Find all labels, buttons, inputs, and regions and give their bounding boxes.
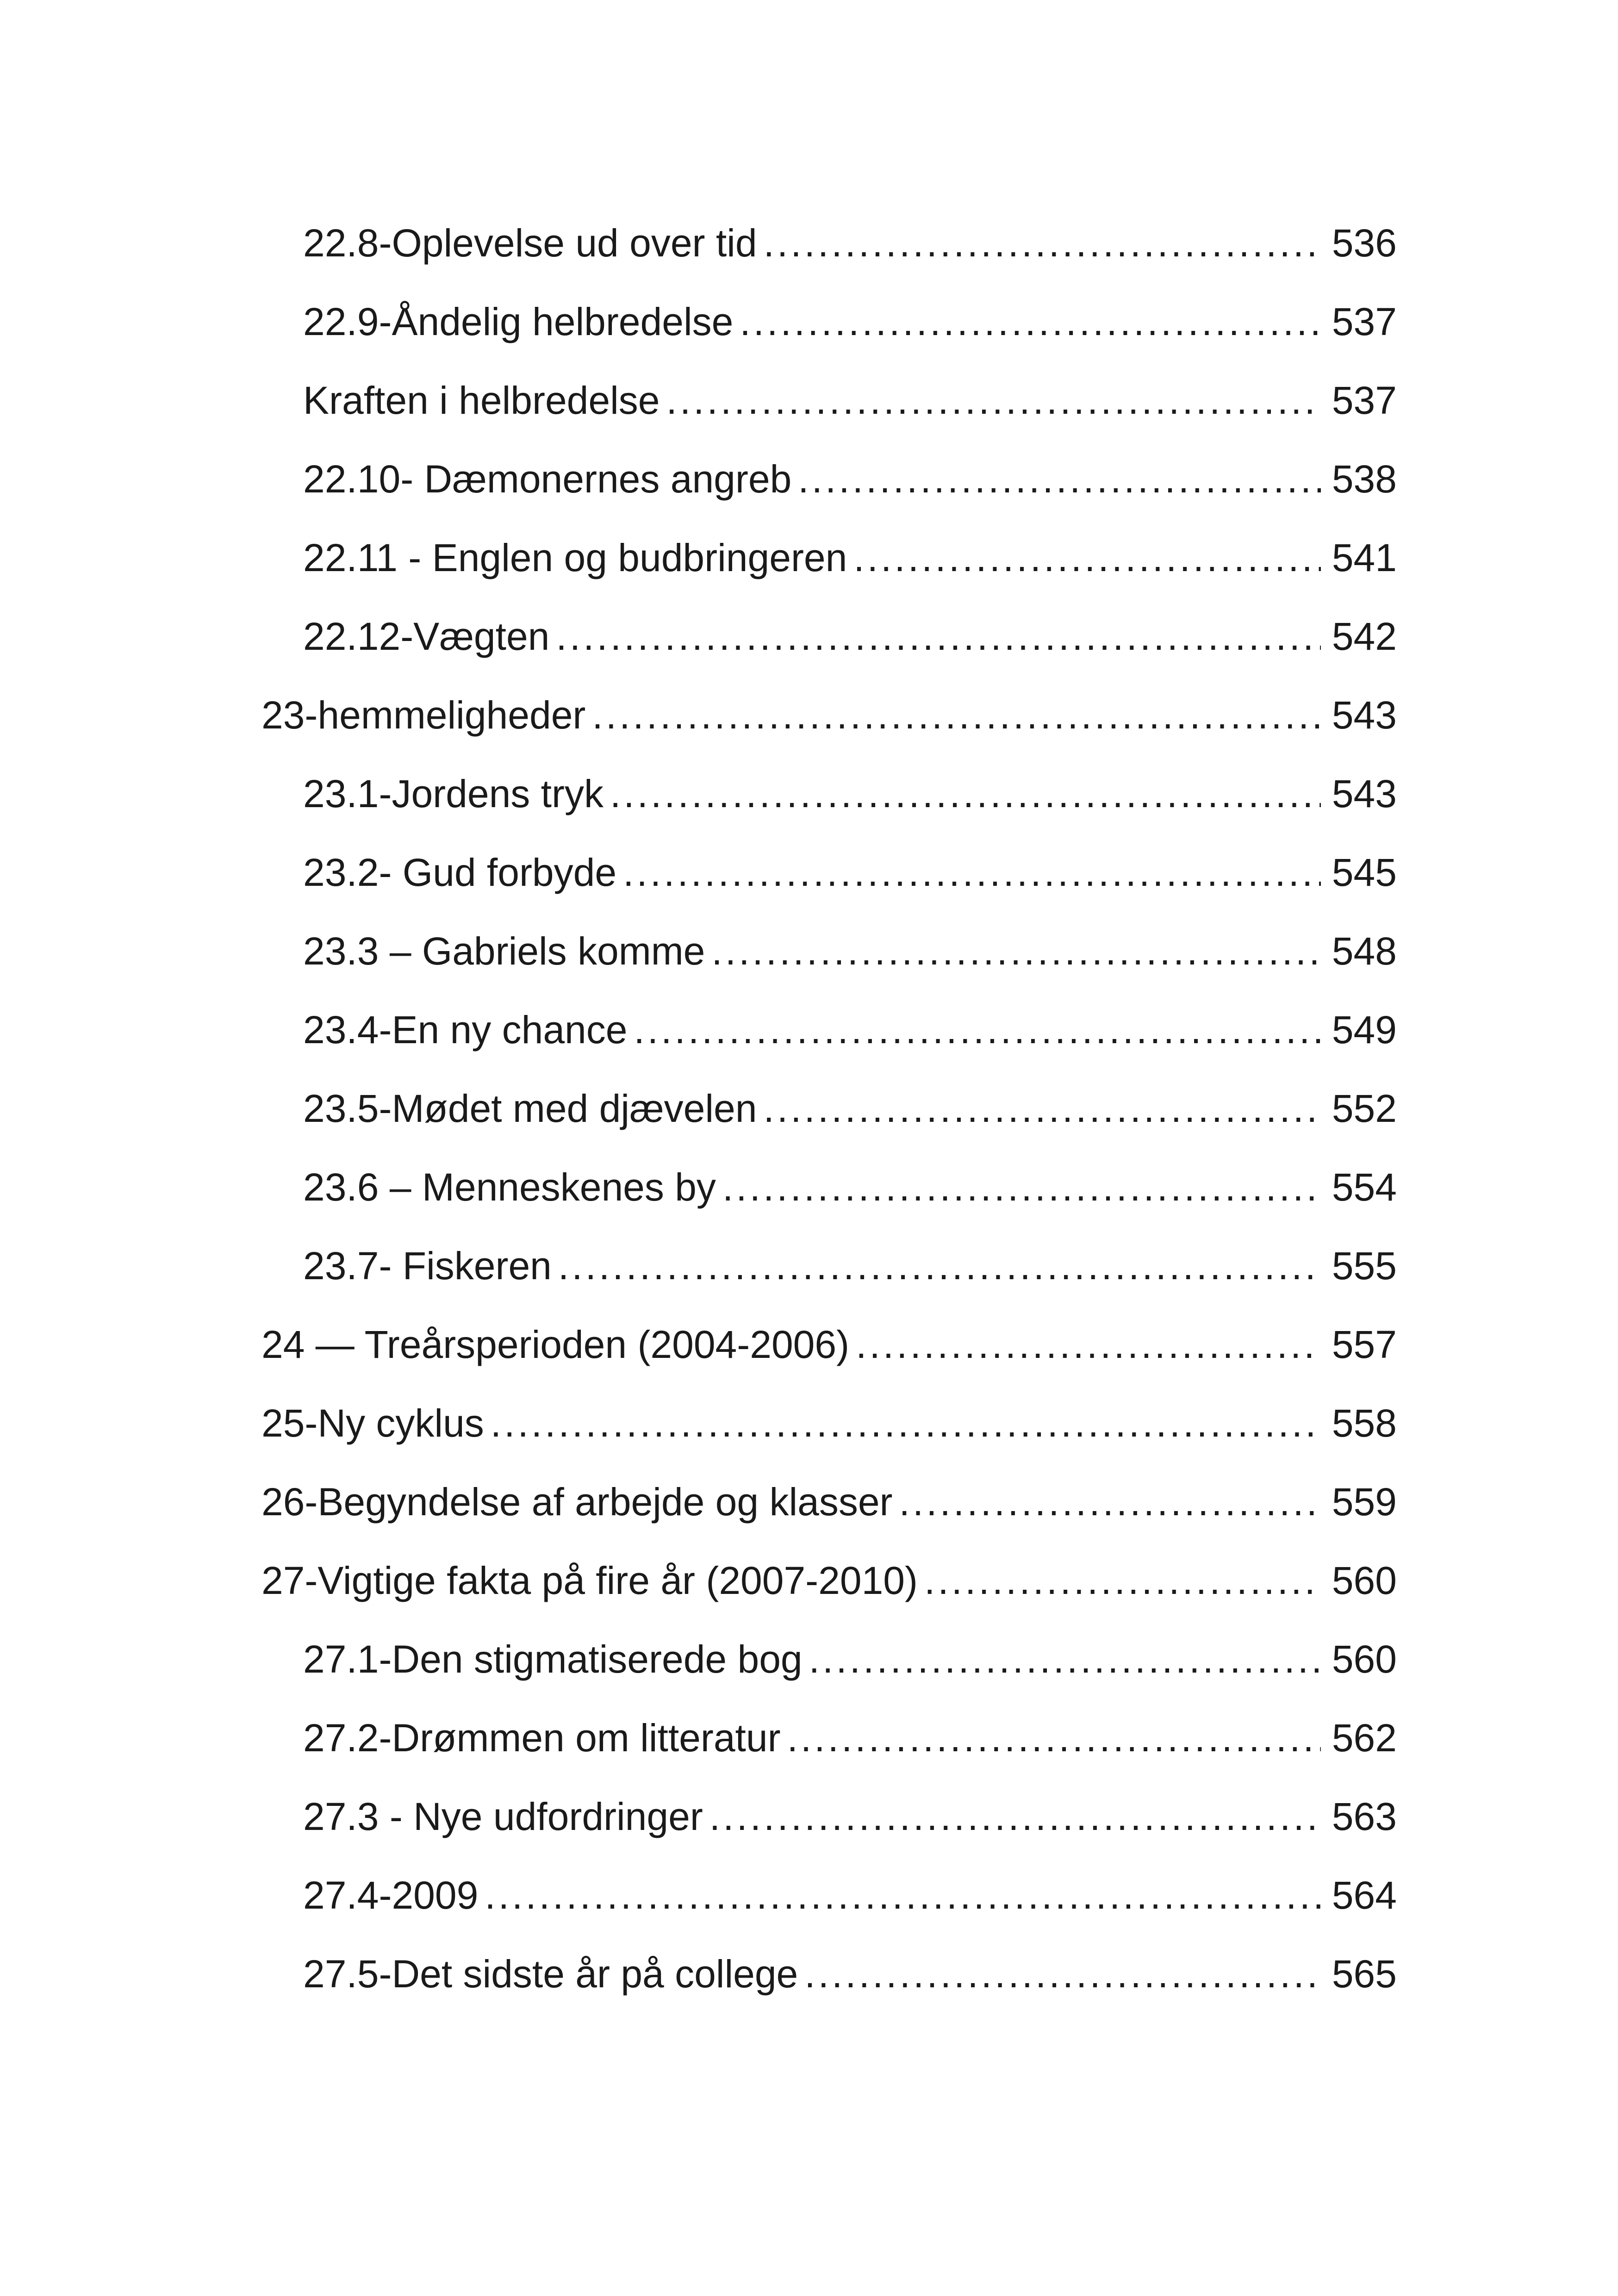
toc-entry-page: 563 (1332, 1795, 1397, 1838)
toc-entry-page: 548 (1332, 929, 1397, 973)
toc-entry[interactable] (0, 754, 1618, 833)
dot-leader (558, 1246, 1321, 1285)
toc-entry[interactable] (0, 1384, 1618, 1462)
toc-entry-page: 557 (1332, 1323, 1397, 1366)
toc-entry[interactable] (0, 282, 1618, 361)
toc-entry[interactable] (0, 912, 1618, 990)
toc-entry-page: 537 (1332, 379, 1397, 422)
toc-entry[interactable] (0, 1699, 1618, 1777)
dot-leader (763, 1089, 1321, 1128)
dot-leader (556, 617, 1321, 656)
toc-entry-title: 23.2- Gud forbyde (303, 851, 617, 894)
toc-entry-title: 27.5-Det sidste år på college (303, 1952, 798, 1996)
toc-entry-page: 565 (1332, 1952, 1397, 1996)
dot-leader (899, 1482, 1321, 1521)
toc-entry[interactable] (0, 1305, 1618, 1384)
toc-entry[interactable] (0, 1069, 1618, 1148)
toc-entry[interactable] (0, 1856, 1618, 1935)
toc-entry-page: 543 (1332, 693, 1397, 737)
toc-entry-title: 23.4-En ny chance (303, 1008, 628, 1052)
toc-entry-page: 543 (1332, 772, 1397, 815)
dot-leader (809, 1640, 1321, 1679)
table-of-contents (0, 204, 1618, 2013)
toc-entry-title: 22.11 - Englen og budbringeren (303, 536, 847, 579)
dot-leader (709, 1797, 1321, 1836)
toc-entry[interactable] (0, 990, 1618, 1069)
toc-entry[interactable] (0, 518, 1618, 597)
dot-leader (856, 1325, 1321, 1364)
toc-entry-title: 23-hemmeligheder (261, 693, 586, 737)
dot-leader (740, 302, 1321, 341)
toc-entry-page: 558 (1332, 1401, 1397, 1445)
toc-entry[interactable] (0, 676, 1618, 754)
toc-entry-title: 27.4-2009 (303, 1873, 479, 1917)
toc-entry-page: 560 (1332, 1559, 1397, 1602)
dot-leader (623, 853, 1321, 892)
toc-entry-title: 26-Begyndelse af arbejde og klasser (261, 1480, 893, 1524)
dot-leader (722, 1168, 1321, 1207)
toc-entry[interactable] (0, 1226, 1618, 1305)
toc-entry-title: 27.1-Den stigmatiserede bog (303, 1637, 803, 1681)
toc-entry[interactable] (0, 1777, 1618, 1856)
toc-entry-title: 23.5-Mødet med djævelen (303, 1087, 757, 1130)
toc-entry-title: 23.7- Fiskeren (303, 1244, 552, 1288)
toc-entry[interactable] (0, 1148, 1618, 1226)
toc-entry-page: 549 (1332, 1008, 1397, 1052)
toc-entry-page: 564 (1332, 1873, 1397, 1917)
dot-leader (592, 696, 1321, 734)
toc-entry-title: 27-Vigtige fakta på fire år (2007-2010) (261, 1559, 918, 1602)
dot-leader (853, 538, 1321, 577)
toc-entry-title: 23.6 – Menneskenes by (303, 1165, 716, 1209)
toc-entry-page: 545 (1332, 851, 1397, 894)
toc-entry[interactable] (0, 1541, 1618, 1620)
toc-entry-page: 552 (1332, 1087, 1397, 1130)
dot-leader (491, 1404, 1321, 1443)
toc-entry[interactable] (0, 1462, 1618, 1541)
toc-entry-page: 559 (1332, 1480, 1397, 1524)
dot-leader (666, 381, 1321, 420)
toc-entry-page: 562 (1332, 1716, 1397, 1760)
toc-entry[interactable] (0, 833, 1618, 912)
toc-entry-page: 542 (1332, 615, 1397, 658)
dot-leader (798, 460, 1321, 498)
dot-leader (711, 932, 1321, 971)
toc-entry-title: 25-Ny cyklus (261, 1401, 484, 1445)
toc-entry-title: 23.3 – Gabriels komme (303, 929, 705, 973)
toc-entry-title: 22.8-Oplevelse ud over tid (303, 221, 757, 265)
toc-entry-title: 27.2-Drømmen om litteratur (303, 1716, 781, 1760)
toc-entry-title: Kraften i helbredelse (303, 379, 660, 422)
toc-entry-title: 22.9-Åndelig helbredelse (303, 300, 734, 343)
toc-entry[interactable] (0, 1620, 1618, 1699)
toc-entry-page: 554 (1332, 1165, 1397, 1209)
dot-leader (804, 1954, 1321, 1993)
dot-leader (634, 1010, 1321, 1049)
toc-entry-title: 24 — Treårsperioden (2004-2006) (261, 1323, 850, 1366)
dot-leader (764, 224, 1321, 262)
dot-leader (610, 774, 1321, 813)
toc-entry-title: 22.10- Dæmonernes angreb (303, 457, 792, 501)
toc-entry-page: 555 (1332, 1244, 1397, 1288)
toc-entry-title: 27.3 - Nye udfordringer (303, 1795, 703, 1838)
toc-entry[interactable] (0, 1935, 1618, 2013)
toc-entry-page: 536 (1332, 221, 1397, 265)
toc-entry-title: 22.12-Vægten (303, 615, 550, 658)
toc-entry-page: 560 (1332, 1637, 1397, 1681)
toc-entry-page: 541 (1332, 536, 1397, 579)
toc-entry[interactable] (0, 597, 1618, 676)
dot-leader (924, 1561, 1321, 1600)
toc-entry-page: 537 (1332, 300, 1397, 343)
dot-leader (787, 1718, 1321, 1757)
toc-entry-title: 23.1-Jordens tryk (303, 772, 604, 815)
dot-leader (485, 1876, 1321, 1915)
toc-entry[interactable] (0, 440, 1618, 518)
toc-entry[interactable] (0, 204, 1618, 282)
toc-entry[interactable] (0, 361, 1618, 440)
toc-entry-page: 538 (1332, 457, 1397, 501)
